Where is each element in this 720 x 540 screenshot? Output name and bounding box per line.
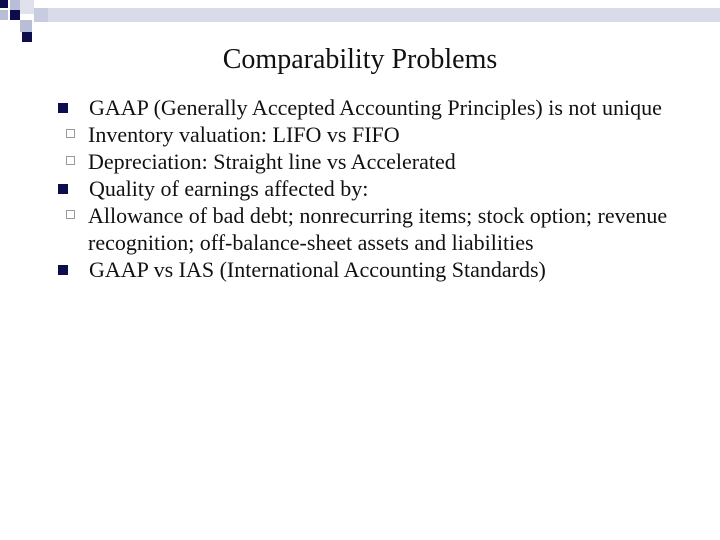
sub-item-inventory-valuation <box>58 121 698 148</box>
bullet-item-gaap-vs-ias <box>58 256 698 283</box>
bullet-text: GAAP vs IAS (International Accounting Standards) <box>89 257 546 282</box>
sub-bullet-text: Allowance of bad debt; nonrecurring items; stock option; revenue recognition; off-balance-sheet assets and liabilities <box>88 203 668 255</box>
bullet-text: GAAP (Generally Accepted Accounting Principles) is not unique <box>89 95 662 120</box>
header-band <box>48 8 720 22</box>
header-checker-squares <box>0 0 48 42</box>
hollow-square-bullet-icon <box>66 156 75 165</box>
square-bullet-icon <box>58 265 68 275</box>
sub-bullet-text: Depreciation: Straight line vs Accelerated <box>88 149 456 174</box>
slide-title: Comparability Problems <box>222 44 498 75</box>
sub-item-allowance-bad-debt <box>58 202 698 256</box>
hollow-square-bullet-icon <box>66 210 75 219</box>
bullet-text: Quality of earnings affected by: <box>89 176 369 201</box>
sub-bullet-text: Inventory valuation: LIFO vs FIFO <box>88 122 400 147</box>
bullet-item-gaap-not-unique <box>58 94 698 121</box>
bullet-list <box>58 94 698 283</box>
square-bullet-icon <box>58 184 68 194</box>
sub-item-depreciation <box>58 148 698 175</box>
hollow-square-bullet-icon <box>66 129 75 138</box>
bullet-item-quality-of-earnings <box>58 175 698 202</box>
square-bullet-icon <box>58 103 68 113</box>
